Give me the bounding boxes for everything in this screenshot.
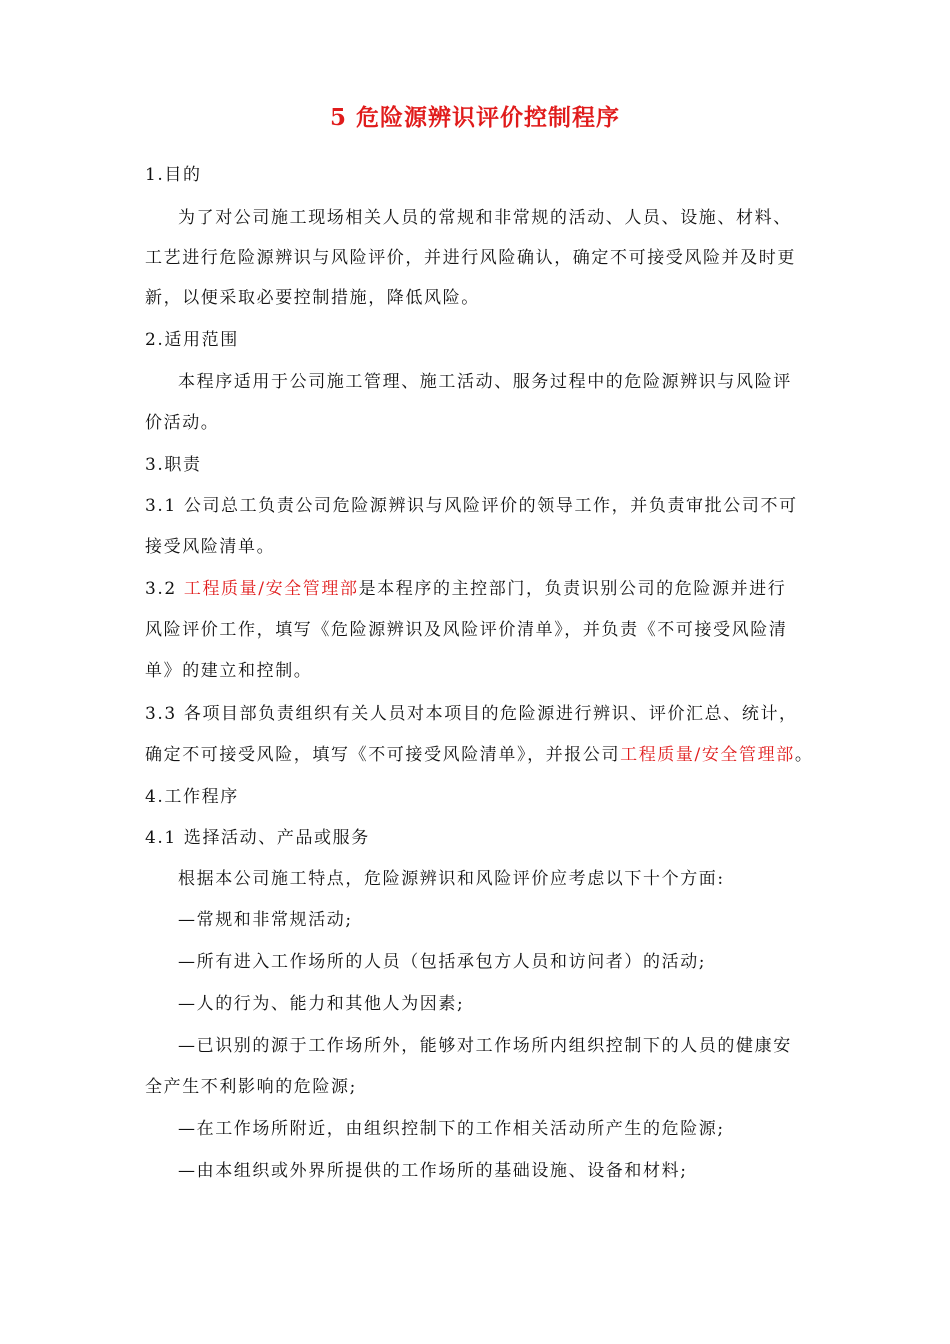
- item-text: 是本程序的主控部门，负责识别公司的危险源并进行: [358, 579, 787, 599]
- paragraph-line: 价活动。: [145, 413, 220, 433]
- department-name-highlight: 工程质量/安全管理部: [183, 579, 359, 599]
- paragraph-line: 3.1 公司总工负责公司危险源辨识与风险评价的领导工作，并负责审批公司不可: [145, 496, 798, 516]
- paragraph-line: 本程序适用于公司施工管理、施工活动、服务过程中的危险源辨识与风险评: [178, 372, 792, 392]
- department-name-highlight: 工程质量/安全管理部: [620, 745, 795, 765]
- paragraph-line: 风险评价工作，填写《危险源辨识及风险评价清单》，并负责《不可接受风险清: [145, 620, 788, 640]
- list-item-continuation: 全产生不利影响的危险源;: [145, 1077, 357, 1097]
- subsection-heading: 4.1 选择活动、产品或服务: [145, 828, 370, 848]
- paragraph-line: 3.3 各项目部负责组织有关人员对本项目的危险源进行辨识、评价汇总、统计，: [145, 704, 798, 724]
- paragraph-line: 单》的建立和控制。: [145, 661, 313, 681]
- paragraph-line: 工艺进行危险源辨识与风险评价，并进行风险确认，确定不可接受风险并及时更: [145, 248, 796, 268]
- section-heading-responsibilities: 3.职责: [145, 455, 202, 475]
- list-item: —人的行为、能力和其他人为因素;: [178, 994, 465, 1014]
- paragraph-line: 接受风险清单。: [145, 537, 276, 557]
- section-heading-procedure: 4.工作程序: [145, 787, 239, 807]
- section-heading-scope: 2.适用范围: [145, 330, 239, 350]
- list-item: —已识别的源于工作场所外，能够对工作场所内组织控制下的人员的健康安: [178, 1036, 792, 1056]
- paragraph-line: 根据本公司施工特点，危险源辨识和风险评价应考虑以下十个方面:: [178, 869, 725, 889]
- responsibility-item-3-2: [145, 577, 786, 601]
- paragraph-line: 新，以便采取必要控制措施，降低风险。: [145, 288, 480, 308]
- list-item: —在工作场所附近，由组织控制下的工作相关活动所产生的危险源;: [178, 1119, 725, 1139]
- item-text: 确定不可接受风险，填写《不可接受风险清单》，并报公司: [145, 745, 621, 765]
- paragraph-line: 为了对公司施工现场相关人员的常规和非常规的活动、人员、设施、材料、: [178, 208, 792, 228]
- list-item: —常规和非常规活动;: [178, 910, 353, 930]
- item-text: 。: [794, 745, 814, 765]
- responsibility-item-3-3-line2: [145, 743, 813, 767]
- item-number: 3.2: [145, 579, 184, 599]
- section-heading-purpose: 1.目的: [145, 165, 202, 185]
- list-item: —所有进入工作场所的人员（包括承包方人员和访问者）的活动;: [178, 952, 707, 972]
- document-title: 5 危险源辨识评价控制程序: [329, 104, 620, 131]
- list-item: —由本组织或外界所提供的工作场所的基础设施、设备和材料;: [178, 1161, 688, 1181]
